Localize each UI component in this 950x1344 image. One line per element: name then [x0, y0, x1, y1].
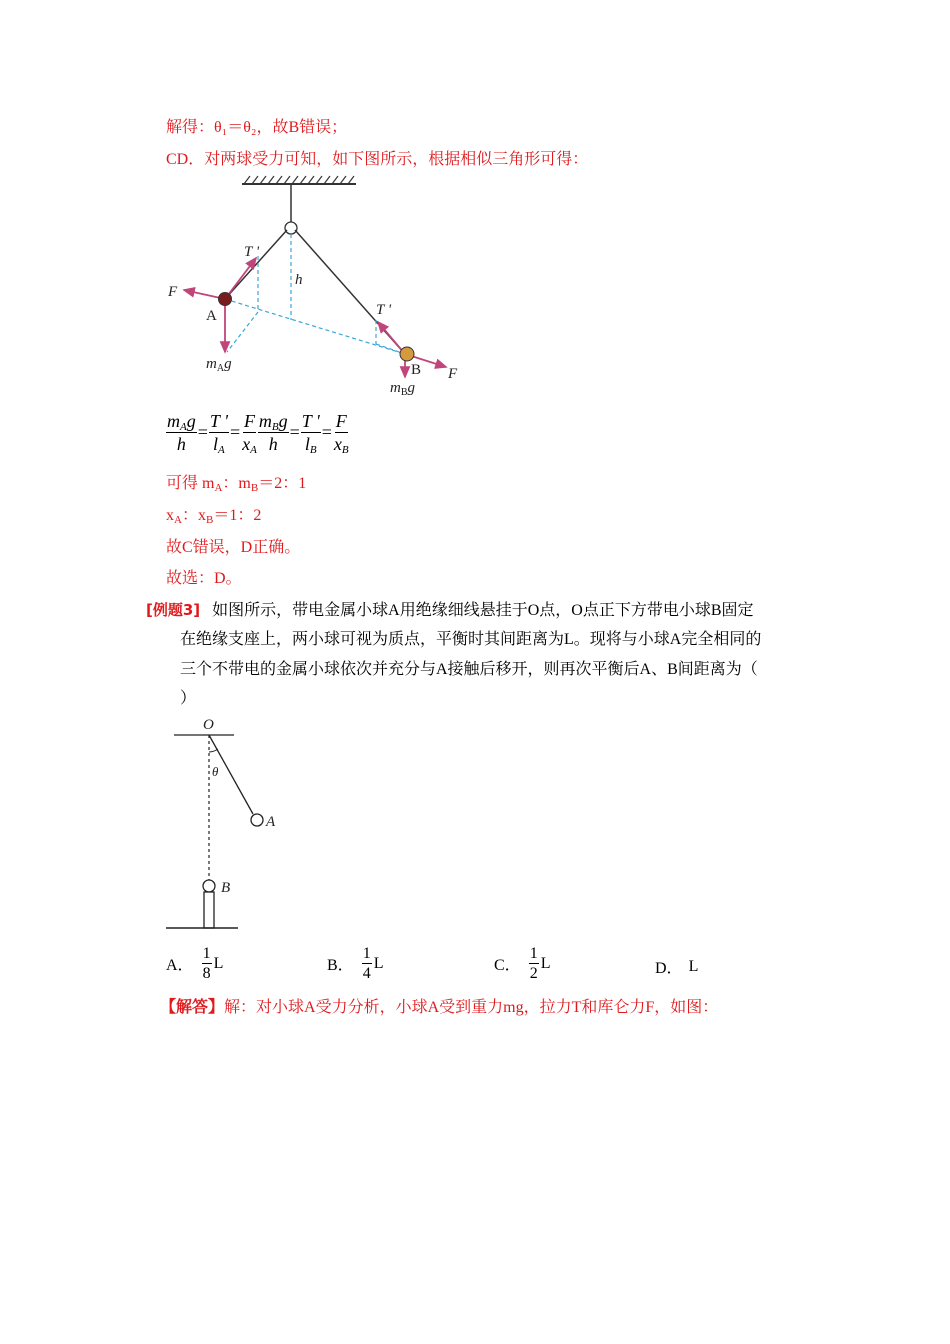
- force-T-A: [225, 258, 256, 299]
- label-F-left: F: [168, 284, 178, 300]
- option-B[interactable]: B． 1 4 L: [327, 945, 384, 982]
- answer-line: 【解答】解：对小球A受力分析，小球A受到重力mg，拉力T和库仑力F，如图：: [160, 999, 719, 1016]
- string-A: [225, 230, 287, 299]
- label-T-left: T ': [244, 244, 260, 260]
- label-A: A: [266, 814, 276, 830]
- pendulum-figure: [160, 712, 300, 937]
- frac-F-xB: $\frac{F}{x_B}$: [333, 411, 349, 456]
- frac-mAg-h: $\frac{m_Ag}{h}$: [167, 411, 196, 454]
- result-mass-ratio: 可得 $m_A$：$m_B=2$：1: [166, 475, 307, 494]
- frac-T-lB: $\frac{T '}{l_B}$: [301, 411, 320, 456]
- option-D[interactable]: D． L: [655, 957, 699, 977]
- example3-line4: ）: [180, 690, 197, 707]
- result-distance-ratio: $x_A$：$x_B=1$：2: [166, 507, 262, 526]
- ball-B: [400, 347, 414, 361]
- ball-A: [219, 293, 232, 306]
- label-mAg: $m_Ag$: [206, 356, 232, 374]
- frac-mBg-h: $\frac{m_Bg}{h}$: [258, 411, 288, 454]
- force-diagram-figure: [160, 172, 480, 404]
- answer-tag: 【解答】: [160, 999, 225, 1016]
- label-A: A: [206, 308, 217, 324]
- solution-line-cd: CD．对两球受力可知，如下图所示，根据相似三角形可得：: [166, 151, 589, 168]
- example3-tag: [例题3]: [146, 601, 201, 619]
- ceiling: [242, 176, 356, 184]
- pulley: [285, 222, 297, 234]
- similar-triangle-formula: $\frac{m_Ag}{h}$ = $\frac{T '}{l_A}$ = $\frac{F}{x_A}$ $\frac{m_Bg}{h}$ = $\frac{T '}{l_B}$ = $\frac{F}{x_B}$: [167, 411, 349, 456]
- label-B: B: [411, 362, 422, 378]
- label-theta: θ: [212, 764, 219, 779]
- label-O: O: [203, 717, 214, 733]
- result-conclusion: 故C错误，D正确。: [166, 539, 301, 556]
- example3-line3: 三个不带电的金属小球依次并充分与A接触后移开，则再次平衡后A、B间距离为（: [180, 661, 758, 678]
- label-h: h: [295, 272, 303, 288]
- insulating-stand: [204, 892, 214, 928]
- solution-line-theta: 解得：θ₁＝θ₂，故B错误；: [166, 119, 348, 136]
- label-T-right: T ': [376, 302, 392, 318]
- option-A[interactable]: A． 1 8 L: [166, 945, 224, 982]
- option-C[interactable]: C． 1 2 L: [494, 945, 551, 982]
- frac-T-lA: $\frac{T '}{l_A}$: [209, 411, 228, 456]
- ball-B: [203, 880, 215, 892]
- result-choice: 故选：D。: [166, 570, 242, 587]
- ball-A: [251, 814, 263, 826]
- label-F-right: F: [448, 366, 458, 382]
- angle-arc: [209, 749, 218, 752]
- frac-F-xA: $\frac{F}{x_A}$: [242, 411, 257, 456]
- example3-line2: 在绝缘支座上，两小球可视为质点，平衡时其间距离为L。现将与小球A完全相同的: [180, 631, 762, 648]
- example3-line1: [例题3] 如图所示，带电金属小球A用绝缘细线悬挂于O点，O点正下方带电小球B固定: [146, 601, 754, 619]
- label-mBg: $m_Bg$: [390, 380, 416, 398]
- label-B: B: [221, 880, 231, 896]
